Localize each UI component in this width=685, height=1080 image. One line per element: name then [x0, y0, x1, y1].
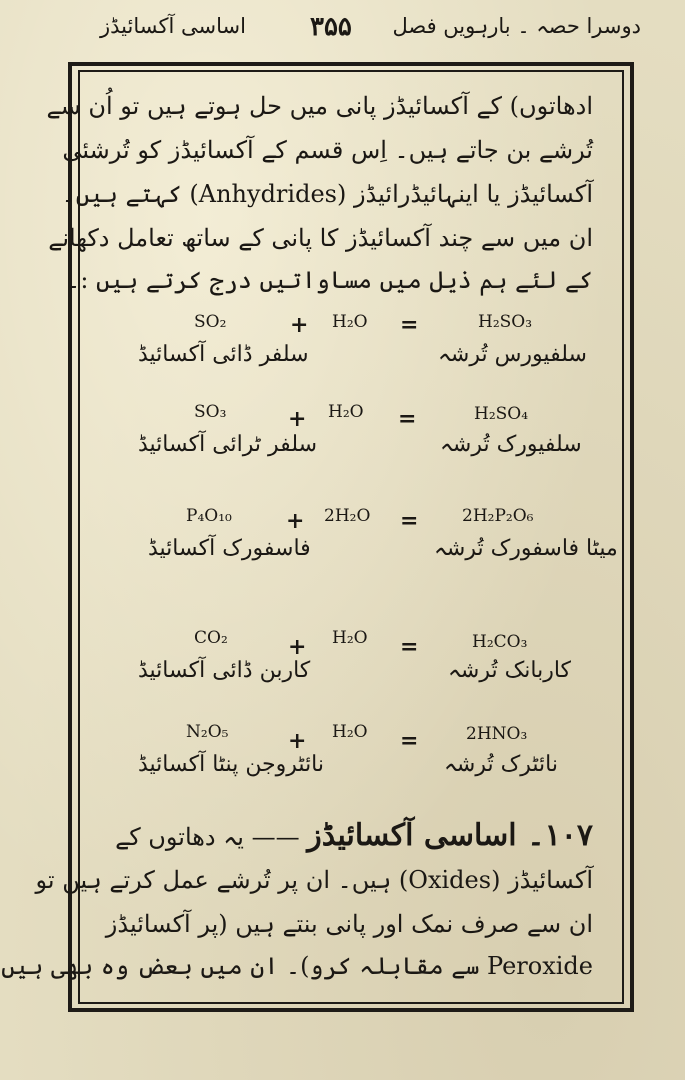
intro-line-1: ادھاتوں) کے آکسائیڈز پانی میں حل ہوتے ہیں تو اُن سے [46, 92, 593, 120]
oxide-formula: N₂O₅ [186, 722, 229, 742]
oxide-name: سلفر ڈائی آکسائیڈ [138, 342, 309, 367]
oxide-name: نائٹروجن پنٹا آکسائیڈ [138, 752, 325, 777]
equals-sign: = [400, 728, 419, 754]
intro-line-3: آکسائیڈز یا اینہائیڈرائیڈز (Anhydrides) کہتے ہیں۔ [61, 180, 593, 208]
equals-sign: = [400, 634, 419, 660]
acid-formula: 2H₂P₂O₆ [462, 506, 534, 526]
intro-line-2: تُرشے بن جاتے ہیں۔ اِس قسم کے آکسائیڈز کو تُرشئی [62, 136, 593, 164]
equals-sign: = [400, 508, 419, 534]
water-formula: H₂O [332, 722, 368, 742]
acid-formula: 2HNO₃ [466, 724, 528, 744]
plus-sign: + [286, 508, 305, 534]
section-heading-line [81, 818, 593, 853]
oxide-name: سلفر ٹرائی آکسائیڈ [138, 432, 318, 457]
plus-sign: + [288, 634, 307, 660]
running-header-chapter: اساسی آکسائیڈز [100, 14, 246, 38]
intro-line-4: ان میں سے چند آکسائیڈز کا پانی کے ساتھ تعامل دکھانے [48, 224, 593, 252]
acid-name: میٹا فاسفورک تُرشہ [434, 536, 618, 561]
oxide-formula: P₄O₁₀ [186, 506, 232, 526]
reaction-row [100, 402, 600, 472]
water-formula: H₂O [332, 312, 368, 332]
section-title: ۱۰۷۔ اساسی آکسائیڈز [307, 818, 593, 853]
oxide-formula: SO₃ [194, 402, 227, 422]
acid-formula: H₂SO₄ [474, 404, 529, 424]
acid-name: سلفیورک تُرشہ [440, 432, 582, 457]
equals-sign: = [400, 312, 419, 338]
oxide-formula: CO₂ [194, 628, 228, 648]
section-title-tail: —— یہ دھاتوں کے [115, 823, 300, 851]
section-line-2: ان سے صرف نمک اور پانی بنتے ہیں (پر آکسائیڈز [105, 910, 593, 938]
intro-line-5: کے لئے ہم ذیل میں مساواتیں درج کرتے ہیں :۔ [66, 266, 593, 294]
acid-name: نائٹرک تُرشہ [444, 752, 558, 777]
water-formula: H₂O [332, 628, 368, 648]
section-line-3: Peroxide سے مقابلہ کرو)۔ ان میں بعض وہ بھی ہیں [1, 952, 593, 980]
plus-sign: + [290, 312, 309, 338]
acid-formula: H₂CO₃ [472, 632, 528, 652]
water-formula: 2H₂O [324, 506, 371, 526]
reaction-row [100, 506, 618, 576]
running-header-part: دوسرا حصہ ۔ بارہویں فصل [392, 14, 641, 38]
reaction-row [100, 628, 600, 698]
section-line-1: آکسائیڈز (Oxides) ہیں۔ ان پر تُرشے عمل کرتے ہیں تو [35, 866, 593, 894]
acid-formula: H₂SO₃ [478, 312, 533, 332]
acid-name: سلفیورس تُرشہ [438, 342, 587, 367]
oxide-name: فاسفورک آکسائیڈ [148, 536, 311, 561]
water-formula: H₂O [328, 402, 364, 422]
oxide-formula: SO₂ [194, 312, 227, 332]
equals-sign: = [398, 406, 417, 432]
acid-name: کاربانک تُرشہ [448, 658, 572, 683]
oxide-name: کاربن ڈائی آکسائیڈ [138, 658, 311, 683]
reaction-row [100, 722, 600, 792]
plus-sign: + [288, 406, 307, 432]
plus-sign: + [288, 728, 307, 754]
page-number: ۳۵۵ [310, 12, 352, 42]
reaction-row [100, 312, 600, 382]
